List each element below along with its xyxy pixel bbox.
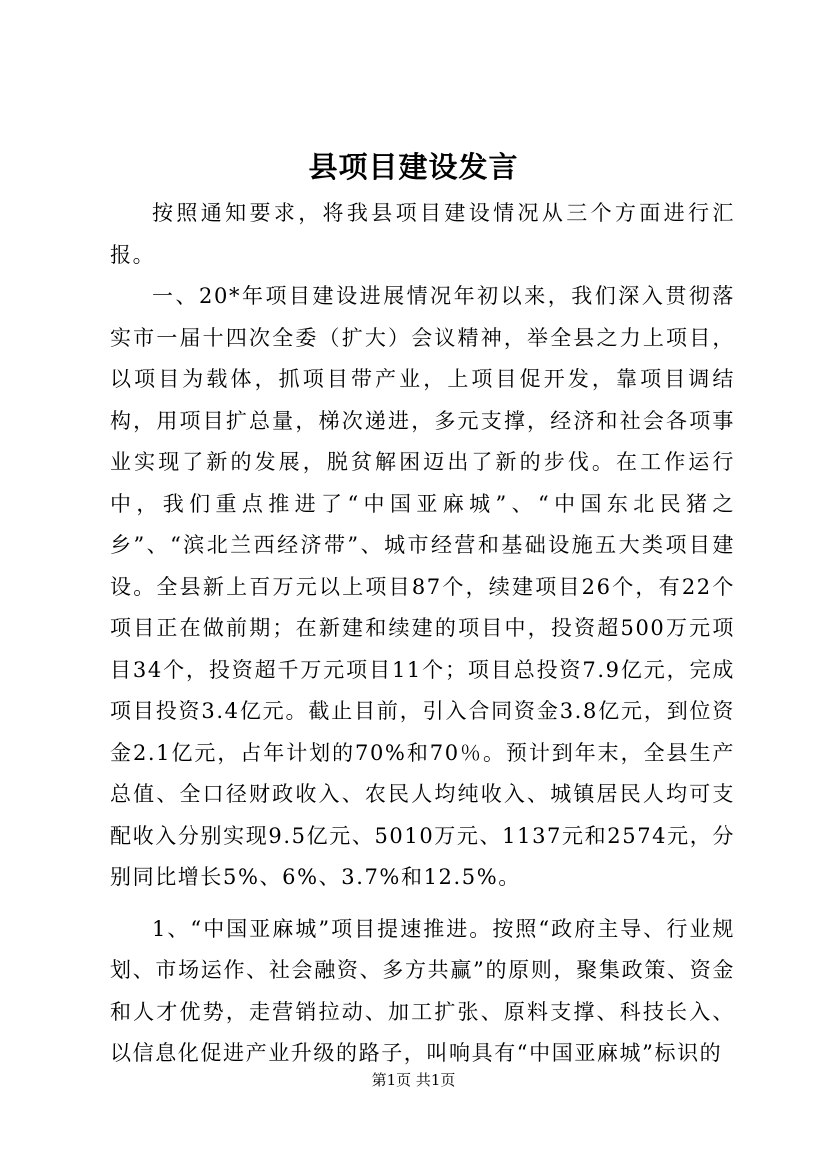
paragraph-intro: 按照通知要求，将我县项目建设情况从三个方面进行汇报。 bbox=[110, 201, 735, 267]
paragraph-linen-city: 1、“中国亚麻城”项目提速推进。按照“政府主导、行业规划、市场运作、社会融资、多方共赢”的原则，聚集政策、资金和人才优势，走营销拉动、加工扩张、原料支撑、科技长入、以信息化促进产业升级的路子，叫响具有“中国亚麻城”标识的 bbox=[110, 916, 735, 1065]
document-title: 县项目建设发言 bbox=[308, 150, 519, 184]
page-footer: 第1页 共1页 bbox=[371, 1071, 456, 1089]
document-body bbox=[110, 193, 735, 1075]
paragraph-progress: 一、20*年项目建设进展情况年初以来，我们深入贯彻落实市一届十四次全委（扩大）会议精神，举全县之力上项目，以项目为载体，抓项目带产业，上项目促开发，靠项目调结构，用项目扩总量，梯次递进，多元支撑，经济和社会各项事业实现了新的发展，脱贫解困迈出了新的步伐。在工作运行中，我们重点推进了“中国亚麻城”、“中国东北民猪之乡”、“滨北兰西经济带”、城市经营和基础设施五大类项目建设。全县新上百万元以上项目87个，续建项目26个，有22个项目正在做前期；在新建和续建的项目中，投资超500万元项目34个，投资超千万元项目11个；项目总投资7.9亿元，完成项目投资3.4亿元。截止目前，引入合同资金3.8亿元，到位资金2.1亿元，占年计划的70%和70％。预计到年末，全县生产总值、全口径财政收入、农民人均纯收入、城镇居民人均可支配收入分别实现9.5亿元、5010万元、1137元和2574元，分别同比增长5%、6%、3.7%和12.5%。 bbox=[110, 284, 735, 889]
